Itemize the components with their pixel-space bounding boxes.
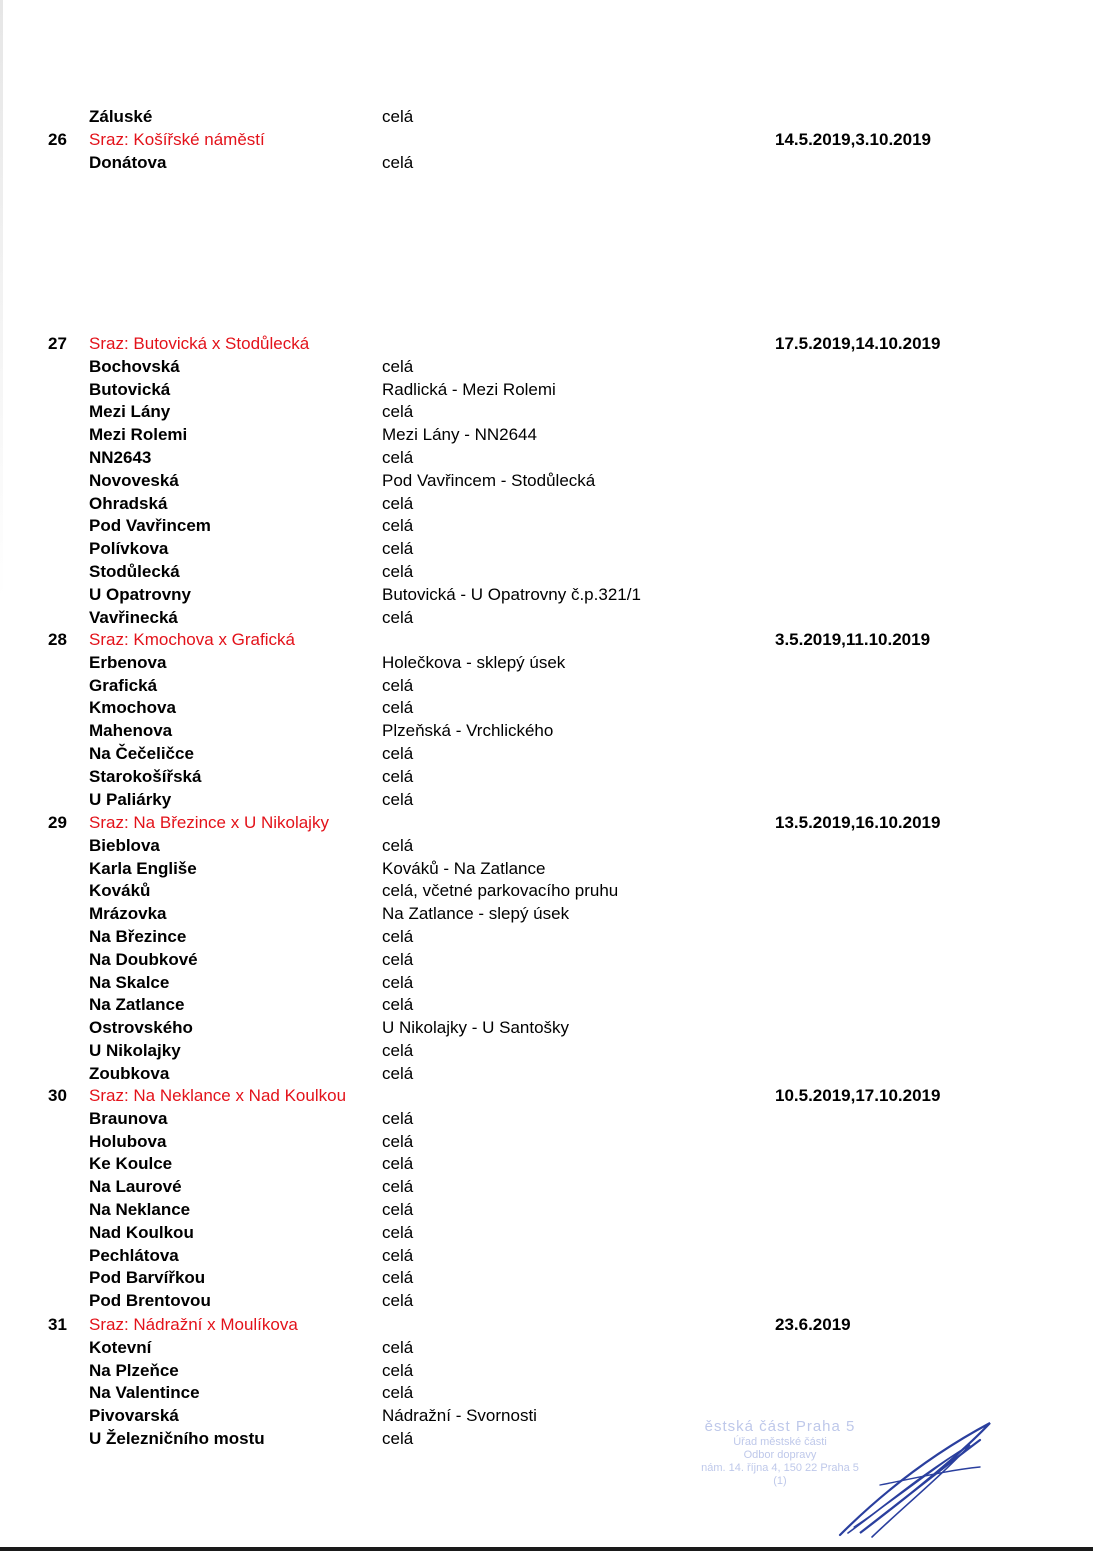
street-name: Mahenova xyxy=(89,721,173,741)
route-number: 29 xyxy=(48,813,67,832)
street-name: Bieblova xyxy=(89,835,160,855)
street-extent: celá xyxy=(382,356,414,376)
meeting-point: Sraz: Butovická x Stodůlecká xyxy=(89,334,310,353)
street-extent: celá xyxy=(382,1245,414,1265)
street-row xyxy=(0,696,1093,719)
street-name: Pod Barvířkou xyxy=(89,1268,206,1288)
street-name: Na Doubkové xyxy=(89,949,198,969)
street-name: Nad Koulkou xyxy=(89,1222,194,1242)
meeting-point: Sraz: Nádražní x Moulíkova xyxy=(89,1315,298,1334)
cleaning-dates: 10.5.2019,17.10.2019 xyxy=(775,1086,941,1105)
street-name: NN2643 xyxy=(89,448,152,467)
street-name: Butovická xyxy=(89,379,171,399)
street-extent: celá xyxy=(382,1131,414,1151)
street-name: Erbenova xyxy=(89,652,167,672)
street-name: Na Laurové xyxy=(89,1177,182,1197)
street-extent: Mezi Lány - NN2644 xyxy=(382,425,537,445)
street-extent: celá xyxy=(382,607,414,627)
street-name: U Paliárky xyxy=(89,789,172,809)
street-extent: Holečkova - sklepý úsek xyxy=(382,652,566,672)
street-extent: Pod Vavřincem - Stodůlecká xyxy=(382,470,596,490)
meeting-point: Sraz: Košířské náměstí xyxy=(89,130,265,149)
street-row xyxy=(0,902,1093,925)
street-extent: celá xyxy=(382,516,414,536)
cleaning-dates: 23.6.2019 xyxy=(775,1315,851,1334)
street-row xyxy=(0,514,1093,537)
street-row xyxy=(0,151,1093,174)
street-row xyxy=(0,378,1093,401)
street-extent: celá xyxy=(382,927,414,946)
street-extent: celá xyxy=(382,1429,414,1448)
street-name: Ohradská xyxy=(89,493,168,513)
meeting-row xyxy=(0,1084,1093,1107)
street-name: Na Čečeličce xyxy=(89,744,194,763)
street-row xyxy=(0,993,1093,1016)
street-name: Pivovarská xyxy=(89,1406,179,1426)
stamp-line: nám. 14. října 4, 150 22 Praha 5 xyxy=(701,1462,859,1474)
street-name: Ostrovského xyxy=(89,1018,193,1038)
street-name: Polívkova xyxy=(89,539,169,559)
street-extent: celá xyxy=(382,1337,414,1357)
street-extent: celá xyxy=(382,1268,414,1288)
cleaning-dates: 14.5.2019,3.10.2019 xyxy=(775,130,931,149)
street-extent: Kováků - Na Zatlance xyxy=(382,858,546,878)
street-name: Na Valentince xyxy=(89,1383,200,1403)
street-name: Záluské xyxy=(89,107,153,126)
meeting-row xyxy=(0,128,1093,151)
street-row xyxy=(0,1062,1093,1085)
street-extent: celá, včetné parkovacího pruhu xyxy=(382,881,619,901)
street-row xyxy=(0,423,1093,446)
street-extent: celá xyxy=(382,493,414,513)
street-name: Kotevní xyxy=(89,1337,152,1357)
street-name: Zoubkova xyxy=(89,1063,170,1083)
street-name: Kmochova xyxy=(89,698,176,718)
street-row xyxy=(0,469,1093,492)
cleaning-dates: 13.5.2019,16.10.2019 xyxy=(775,813,941,832)
street-extent: Nádražní - Svornosti xyxy=(382,1406,537,1426)
street-name: Karla Engliše xyxy=(89,858,197,878)
street-row xyxy=(0,492,1093,515)
street-name: Holubova xyxy=(89,1131,167,1151)
meeting-point: Sraz: Na Neklance x Nad Koulkou xyxy=(89,1086,347,1105)
street-row xyxy=(0,1359,1093,1382)
street-row xyxy=(0,674,1093,697)
street-extent: celá xyxy=(382,1200,414,1219)
street-extent: celá xyxy=(382,1383,414,1403)
street-extent: celá xyxy=(382,744,414,763)
route-number: 27 xyxy=(48,334,67,353)
street-extent: Butovická - U Opatrovny č.p.321/1 xyxy=(382,584,641,604)
street-extent: celá xyxy=(382,835,414,855)
page-bottom-border xyxy=(0,1547,1093,1551)
street-row xyxy=(0,1016,1093,1039)
street-name: Na Neklance xyxy=(89,1200,191,1219)
street-name: Na Plzeňce xyxy=(89,1360,179,1380)
street-name: Starokošířská xyxy=(89,766,202,786)
street-name: Kováků xyxy=(89,881,151,901)
street-row xyxy=(0,1289,1093,1312)
street-name: U Železničního mostu xyxy=(89,1429,265,1448)
street-row xyxy=(0,1336,1093,1359)
street-extent: celá xyxy=(382,949,414,969)
street-row xyxy=(0,971,1093,994)
street-name: U Nikolajky xyxy=(89,1041,181,1060)
meeting-point: Sraz: Na Březince x U Nikolajky xyxy=(89,813,329,832)
meeting-row xyxy=(0,628,1093,651)
meeting-point: Sraz: Kmochova x Grafická xyxy=(89,630,295,649)
street-row xyxy=(0,765,1093,788)
street-name: Na Zatlance xyxy=(89,995,185,1015)
street-name: Na Skalce xyxy=(89,972,170,992)
street-row xyxy=(0,1039,1093,1062)
stamp-line: ěstská část Praha 5 xyxy=(704,1418,856,1435)
cleaning-dates: 17.5.2019,14.10.2019 xyxy=(775,334,941,353)
stamp-line: (1) xyxy=(773,1475,787,1487)
street-name: Na Březince xyxy=(89,927,187,946)
street-name: Bochovská xyxy=(89,356,180,376)
street-name: Vavřinecká xyxy=(89,607,178,627)
street-name: Donátova xyxy=(89,152,167,172)
street-row xyxy=(0,925,1093,948)
street-row xyxy=(0,606,1093,629)
street-name: Grafická xyxy=(89,675,158,695)
street-extent: celá xyxy=(382,1222,414,1242)
street-extent: celá xyxy=(382,539,414,559)
street-extent: celá xyxy=(382,152,414,172)
street-row xyxy=(0,400,1093,423)
street-row xyxy=(0,537,1093,560)
street-row xyxy=(0,105,1093,128)
street-name: Pod Brentovou xyxy=(89,1291,211,1311)
street-name: Braunova xyxy=(89,1108,168,1128)
street-name: Mezi Lány xyxy=(89,402,171,422)
street-row xyxy=(0,355,1093,378)
street-row xyxy=(0,1107,1093,1130)
street-row xyxy=(0,948,1093,971)
street-name: Pod Vavřincem xyxy=(89,516,211,536)
street-row xyxy=(0,1198,1093,1221)
street-extent: Na Zatlance - slepý úsek xyxy=(382,904,570,924)
street-row xyxy=(0,1381,1093,1404)
street-row xyxy=(0,583,1093,606)
street-row xyxy=(0,834,1093,857)
street-row xyxy=(0,788,1093,811)
street-row xyxy=(0,1266,1093,1289)
street-name: Pechlátova xyxy=(89,1245,179,1265)
street-extent: Plzeňská - Vrchlického xyxy=(382,721,554,741)
street-row xyxy=(0,1244,1093,1267)
street-extent: celá xyxy=(382,1360,414,1380)
street-row xyxy=(0,1175,1093,1198)
street-name: Mezi Rolemi xyxy=(89,425,188,445)
street-row xyxy=(0,742,1093,765)
street-row xyxy=(0,879,1093,902)
meeting-row xyxy=(0,1313,1093,1336)
street-extent: celá xyxy=(382,107,414,126)
meeting-row xyxy=(0,332,1093,355)
street-row xyxy=(0,719,1093,742)
route-number: 31 xyxy=(48,1315,67,1334)
cleaning-dates: 3.5.2019,11.10.2019 xyxy=(775,630,931,649)
street-row xyxy=(0,446,1093,469)
meeting-row xyxy=(0,811,1093,834)
route-number: 30 xyxy=(48,1086,67,1105)
street-extent: celá xyxy=(382,1177,414,1197)
street-name: Stodůlecká xyxy=(89,562,180,581)
route-number: 28 xyxy=(48,630,67,649)
street-extent: celá xyxy=(382,675,414,695)
street-extent: celá xyxy=(382,698,414,718)
street-extent: celá xyxy=(382,1154,414,1174)
street-extent: celá xyxy=(382,1063,414,1083)
street-name: Novoveská xyxy=(89,470,179,490)
street-row xyxy=(0,1130,1093,1153)
street-extent: celá xyxy=(382,766,414,786)
street-extent: celá xyxy=(382,789,414,809)
stamp-line: Úřad městské části xyxy=(733,1436,827,1448)
street-extent: celá xyxy=(382,562,414,581)
street-name: U Opatrovny xyxy=(89,584,192,604)
street-name: Mrázovka xyxy=(89,904,167,924)
stamp-line: Odbor dopravy xyxy=(743,1449,817,1461)
street-extent: celá xyxy=(382,402,414,422)
route-number: 26 xyxy=(48,130,67,149)
street-row xyxy=(0,1152,1093,1175)
street-name: Ke Koulce xyxy=(89,1154,173,1174)
street-extent: celá xyxy=(382,1291,414,1311)
street-extent: celá xyxy=(382,972,414,992)
street-extent: Radlická - Mezi Rolemi xyxy=(382,379,556,399)
street-extent: celá xyxy=(382,995,414,1015)
street-extent: celá xyxy=(382,1108,414,1128)
street-row xyxy=(0,857,1093,880)
street-row xyxy=(0,1221,1093,1244)
street-extent: U Nikolajky - U Santošky xyxy=(382,1018,570,1038)
handwritten-signature xyxy=(820,1415,1005,1540)
street-row xyxy=(0,651,1093,674)
street-row xyxy=(0,560,1093,583)
street-extent: celá xyxy=(382,1041,414,1060)
street-extent: celá xyxy=(382,448,414,467)
